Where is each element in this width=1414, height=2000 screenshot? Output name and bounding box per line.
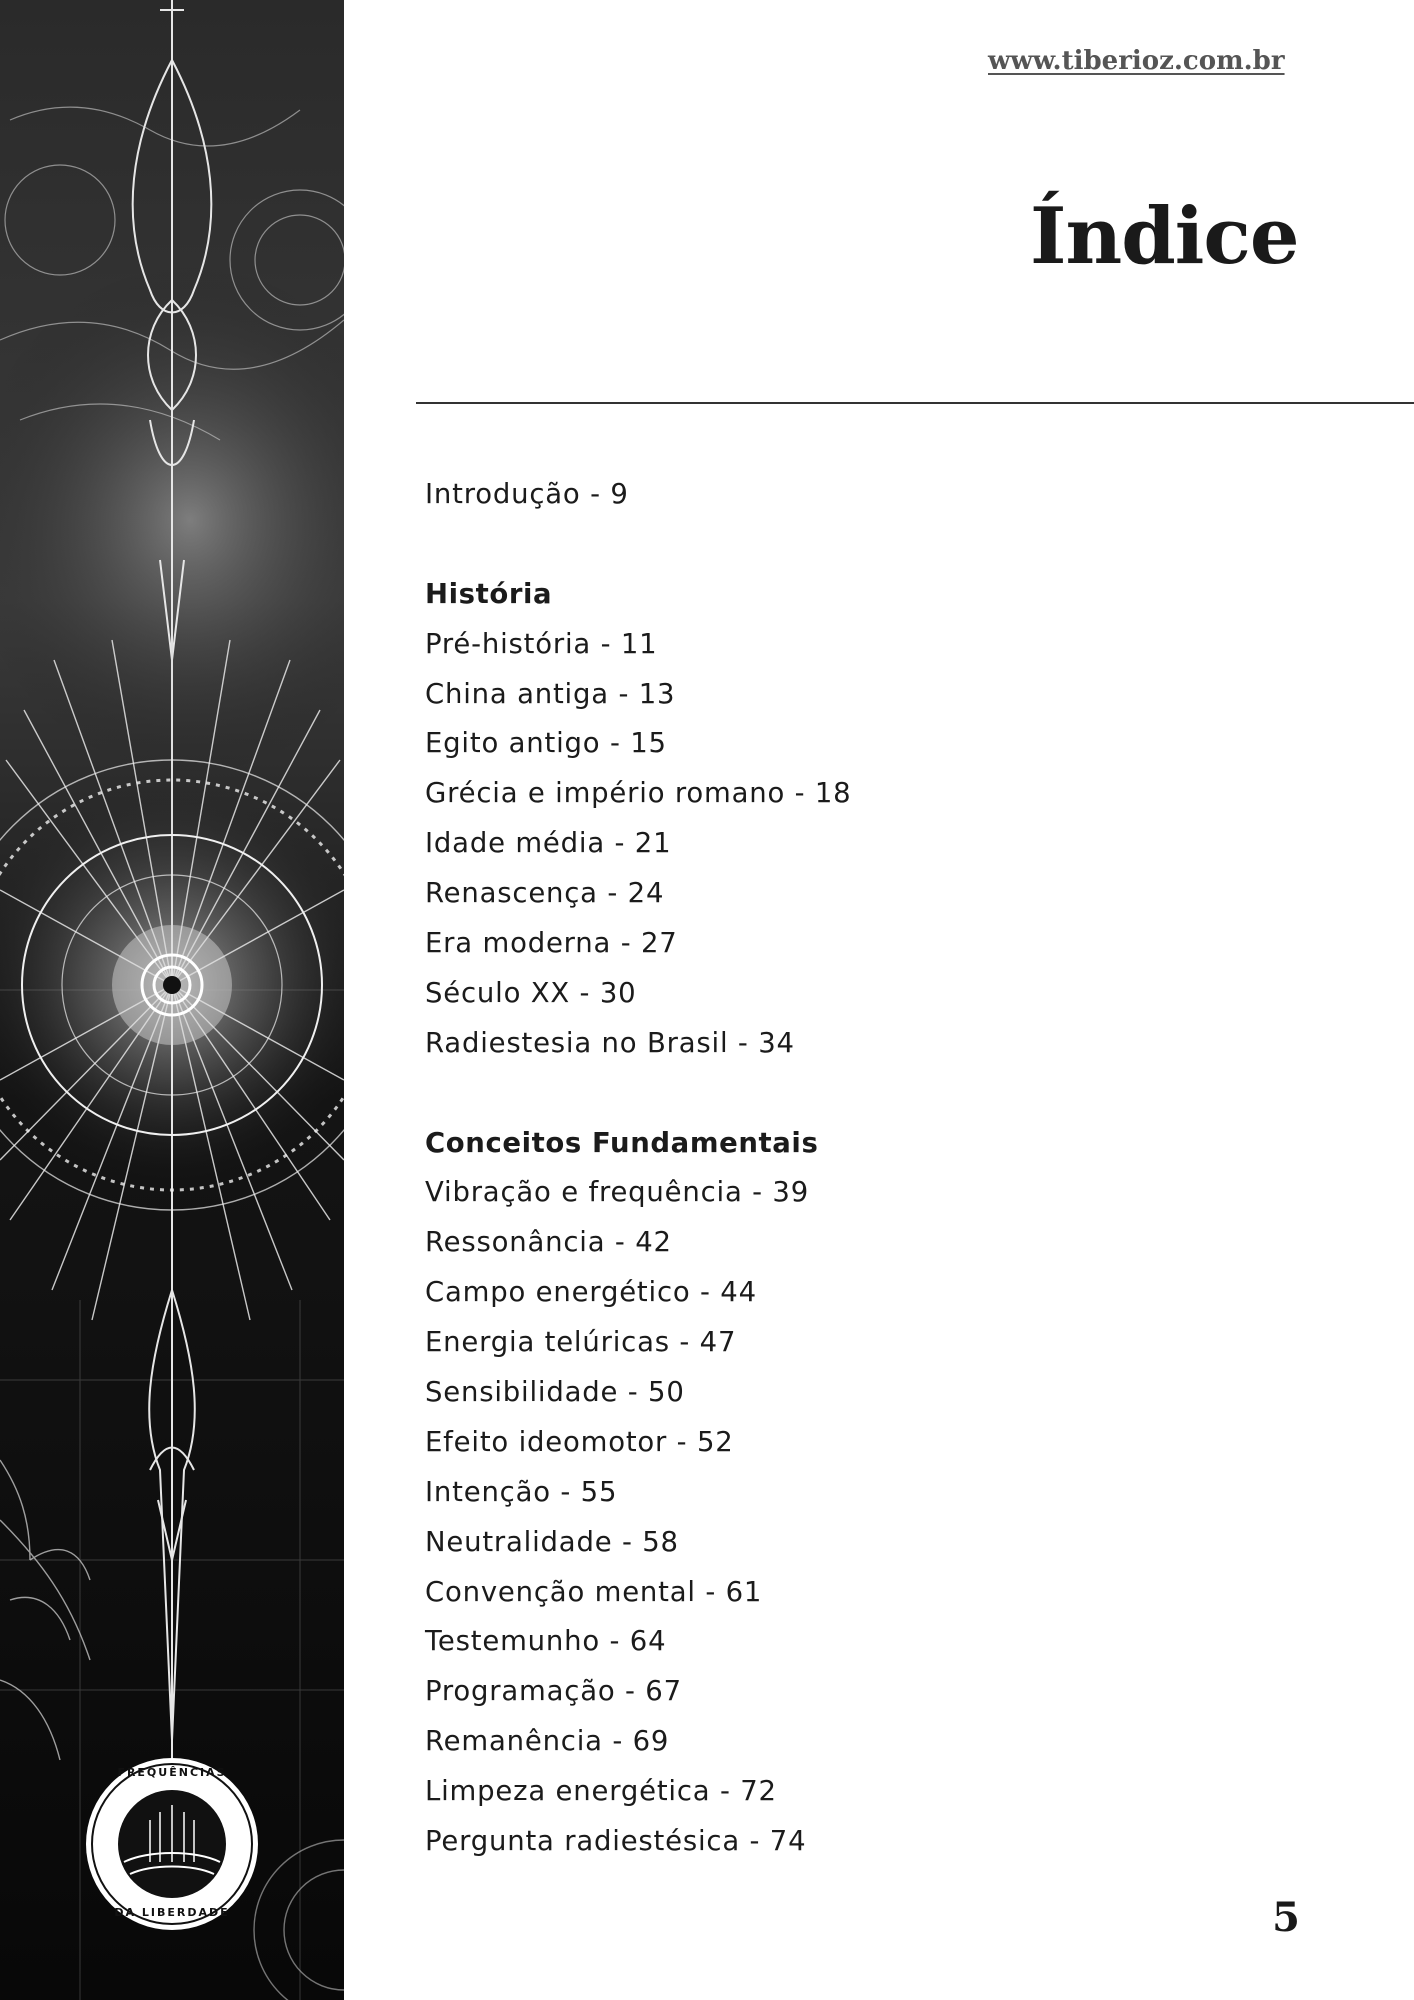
- toc-entry[interactable]: Pré-história - 11: [425, 627, 658, 660]
- page-number: 5: [1272, 1894, 1300, 1941]
- toc-section-heading-conceitos: Conceitos Fundamentais: [425, 1126, 819, 1159]
- site-url-link[interactable]: www.tiberioz.com.br: [988, 46, 1285, 76]
- toc-entry[interactable]: Sensibilidade - 50: [425, 1376, 685, 1409]
- toc-entry[interactable]: Idade média - 21: [425, 827, 672, 860]
- page-title: Índice: [1030, 191, 1299, 282]
- toc-entry[interactable]: Campo energético - 44: [425, 1276, 757, 1309]
- toc-section-heading-historia: História: [425, 577, 553, 610]
- toc-entry[interactable]: Radiestesia no Brasil - 34: [425, 1026, 795, 1059]
- toc-spacer: [425, 1069, 1325, 1119]
- toc-entry[interactable]: Renascença - 24: [425, 877, 665, 910]
- toc-entry[interactable]: Limpeza energética - 72: [425, 1775, 777, 1808]
- table-of-contents: [425, 470, 1325, 1867]
- toc-entry[interactable]: Século XX - 30: [425, 976, 637, 1009]
- title-divider: [416, 402, 1414, 404]
- toc-entry[interactable]: Grécia e império romano - 18: [425, 777, 852, 810]
- toc-entry[interactable]: Testemunho - 64: [425, 1625, 667, 1658]
- toc-entry[interactable]: Egito antigo - 15: [425, 727, 667, 760]
- toc-entry[interactable]: Efeito ideomotor - 52: [425, 1425, 734, 1458]
- toc-entry[interactable]: Remanência - 69: [425, 1725, 670, 1758]
- pendulum-sun-illustration: [0, 0, 344, 2000]
- toc-entry-introducao[interactable]: Introdução - 9: [425, 478, 629, 510]
- toc-entry[interactable]: Energia telúricas - 47: [425, 1326, 737, 1359]
- toc-entry[interactable]: Intenção - 55: [425, 1475, 618, 1508]
- toc-entry[interactable]: Era moderna - 27: [425, 927, 678, 960]
- decorative-art-strip: [0, 0, 344, 2000]
- toc-entry[interactable]: Neutralidade - 58: [425, 1525, 679, 1558]
- toc-entry[interactable]: Programação - 67: [425, 1675, 682, 1708]
- toc-entry[interactable]: Vibração e frequência - 39: [425, 1176, 810, 1209]
- toc-entry[interactable]: Ressonância - 42: [425, 1226, 672, 1259]
- logo-text-top: FREQUÊNCIAS: [117, 1766, 227, 1779]
- toc-spacer: [425, 520, 1325, 570]
- frequencias-logo: [86, 1758, 258, 1930]
- toc-entry[interactable]: China antiga - 13: [425, 677, 676, 710]
- toc-entry[interactable]: Pergunta radiestésica - 74: [425, 1825, 807, 1858]
- toc-entry[interactable]: Convenção mental - 61: [425, 1575, 763, 1608]
- logo-text-bottom: DA LIBERDADE: [114, 1906, 230, 1919]
